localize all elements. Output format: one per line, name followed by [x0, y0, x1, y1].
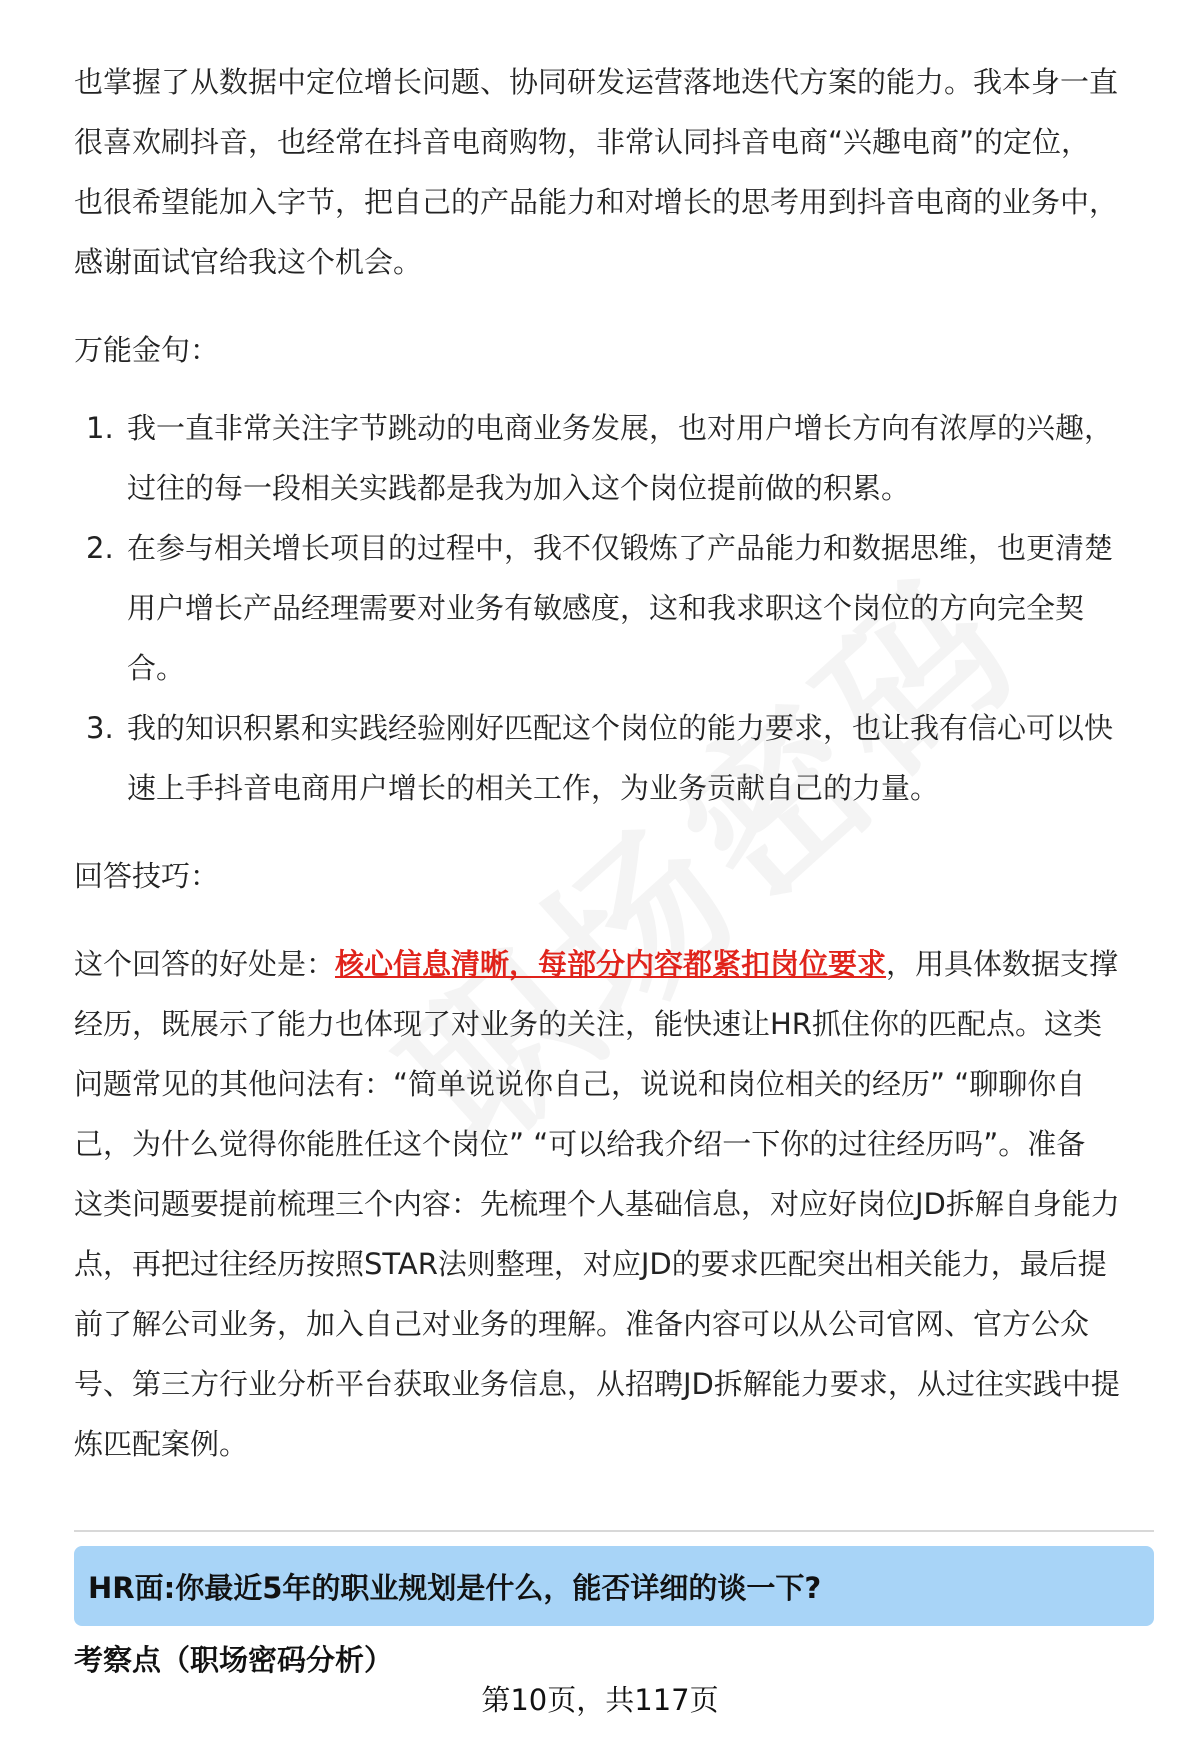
list-item-line: 我一直非常关注字节跳动的电商业务发展，也对用户增长方向有浓厚的兴趣，: [127, 411, 1114, 445]
tips-line: 这类问题要提前梳理三个内容：先梳理个人基础信息，对应好岗位JD拆解自身能力: [74, 1187, 1120, 1221]
tips-first-line-rest: ，用具体数据支撑: [886, 947, 1119, 981]
list-item-line: 速上手抖音电商用户增长的相关工作，为业务贡献自己的力量。: [127, 771, 940, 805]
intro-line: 感谢面试官给我这个机会。: [74, 245, 423, 279]
intro-line: 很喜欢刷抖音，也经常在抖音电商购物，非常认同抖音电商“兴趣电商”的定位，: [74, 125, 1091, 159]
answer-tips-heading: 回答技巧：: [74, 859, 220, 893]
list-item: [74, 518, 1154, 698]
tips-line: [74, 934, 1154, 994]
question-box: [74, 1546, 1154, 1626]
list-item-line: 在参与相关增长项目的过程中，我不仅锻炼了产品能力和数据思维，也更清楚: [127, 531, 1114, 565]
section-subheading: 考察点（职场密码分析）: [74, 1643, 394, 1677]
list-item: [74, 398, 1154, 518]
list-item-line: 我的知识积累和实践经验刚好匹配这个岗位的能力要求，也让我有信心可以快: [127, 711, 1114, 745]
section-divider: [74, 1530, 1154, 1532]
list-item-line: 过往的每一段相关实践都是我为加入这个岗位提前做的积累。: [127, 471, 911, 505]
list-number: 3.: [86, 711, 114, 745]
tips-line: 问题常见的其他问法有：“简单说说你自己，说说和岗位相关的经历” “聊聊你自: [74, 1067, 1086, 1101]
content-body: [74, 52, 1154, 1474]
tips-line: 炼匹配案例。: [74, 1427, 249, 1461]
list-number: 1.: [86, 411, 114, 445]
question-title: HR面:你最近5年的职业规划是什么，能否详细的谈一下?: [88, 1570, 822, 1605]
tips-highlight: 核心信息清晰，每部分内容都紧扣岗位要求: [335, 947, 887, 981]
tips-line: 经历，既展示了能力也体现了对业务的关注，能快速让HR抓住你的匹配点。这类: [74, 1007, 1102, 1041]
intro-line: 也掌握了从数据中定位增长问题、协同研发运营落地迭代方案的能力。我本身一直: [74, 65, 1119, 99]
intro-line: 也很希望能加入字节，把自己的产品能力和对增长的思考用到抖音电商的业务中，: [74, 185, 1119, 219]
page-number: 第10页，共117页: [481, 1683, 719, 1717]
list-item-line: 用户增长产品经理需要对业务有敏感度，这和我求职这个岗位的方向完全契: [127, 591, 1085, 625]
list-item: [74, 698, 1154, 818]
tips-prefix: 这个回答的好处是：: [74, 947, 336, 981]
golden-sentences-list: [74, 398, 1154, 818]
tips-line: 前了解公司业务，加入自己对业务的理解。准备内容可以从公司官网、官方公众: [74, 1307, 1090, 1341]
list-number: 2.: [86, 531, 114, 565]
list-item-line: 合。: [127, 651, 186, 685]
tips-line: 己，为什么觉得你能胜任这个岗位” “可以给我介绍一下你的过往经历吗”。准备: [74, 1127, 1086, 1161]
tips-line: 点，再把过往经历按照STAR法则整理，对应JD的要求匹配突出相关能力，最后提: [74, 1247, 1107, 1281]
golden-sentences-heading: 万能金句：: [74, 333, 220, 367]
tips-line: 号、第三方行业分析平台获取业务信息，从招聘JD拆解能力要求，从过往实践中提: [74, 1367, 1120, 1401]
